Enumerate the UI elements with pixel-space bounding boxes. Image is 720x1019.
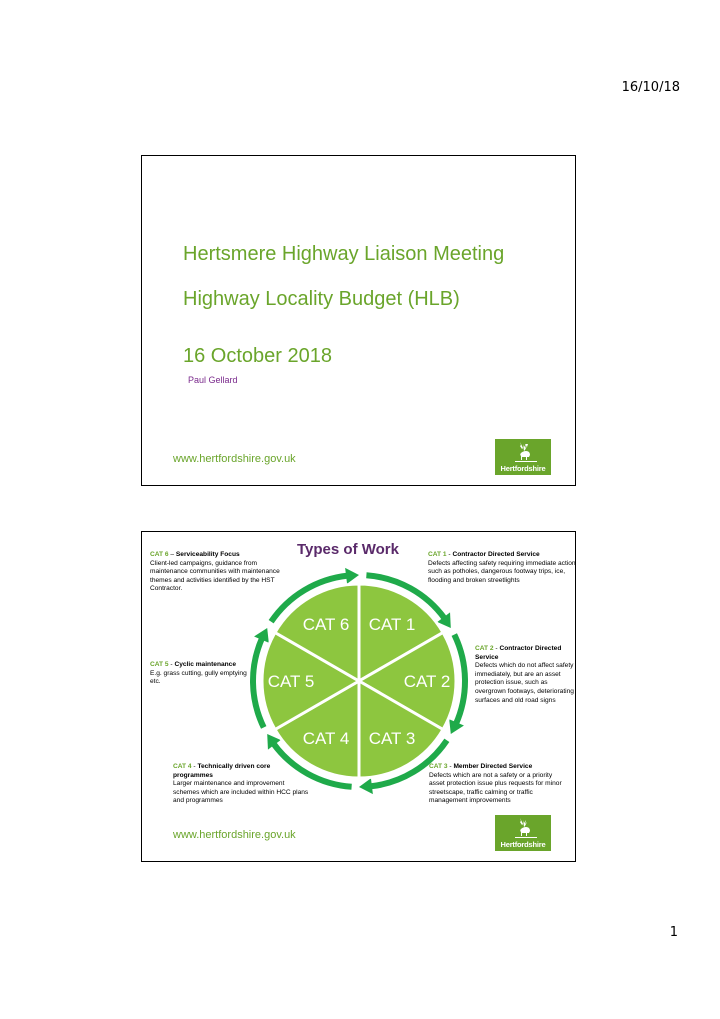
cat5-description <box>150 661 254 687</box>
page-date: 16/10/18 <box>621 80 680 95</box>
slide-heading: Types of Work <box>297 541 399 558</box>
cat1-title: Contractor Directed Service <box>452 551 540 558</box>
title-slide <box>141 155 576 486</box>
cat3-separator: - <box>447 763 454 770</box>
meeting-date: 16 October 2018 <box>183 345 332 367</box>
wheel-label-cat3: CAT 3 <box>368 729 416 749</box>
cat3-title: Member Directed Service <box>453 763 533 770</box>
cat5-separator: - <box>168 661 175 668</box>
cat6-code: CAT 6 <box>150 551 169 558</box>
cat6-title: Serviceability Focus <box>175 551 240 558</box>
presenter-name: Paul Gellard <box>188 375 238 385</box>
cat2-separator: - <box>493 645 500 652</box>
wheel-label-cat6: CAT 6 <box>302 614 350 634</box>
cat4-title: Technically driven core programmes <box>173 763 271 779</box>
cat1-code: CAT 1 <box>428 551 447 558</box>
website-link[interactable]: www.hertfordshire.gov.uk <box>173 829 296 841</box>
website-link[interactable]: www.hertfordshire.gov.uk <box>173 453 296 465</box>
arrow-head <box>345 568 359 584</box>
cat4-description <box>173 763 311 806</box>
cat5-text: E.g. grass cutting, gully emptying etc. <box>150 669 247 686</box>
hertfordshire-logo <box>495 815 551 851</box>
cat6-description <box>150 551 280 594</box>
cat5-code: CAT 5 <box>150 661 169 668</box>
logo-text: Hertfordshire <box>500 464 546 473</box>
slide-subtitle: Highway Locality Budget (HLB) <box>183 288 460 310</box>
cat4-separator: - <box>191 763 198 770</box>
cat4-text: Larger maintenance and improvement schemes which are included within HCC plans and programmes <box>173 780 309 805</box>
cat6-separator: – <box>168 551 176 558</box>
cat4-code: CAT 4 <box>173 763 192 770</box>
arrow-head <box>359 778 373 794</box>
cat3-text: Defects which are not a safety or a priority asset protection issue plus requests for minor streetscape, traffic calming or traffic management improvements <box>429 771 562 805</box>
cat2-description <box>475 645 575 705</box>
cat6-text: Client-led campaigns, guidance from maintenance communities with maintenance themes and activities identified by the HST Contractor. <box>150 559 280 593</box>
cat2-text: Defects which do not affect safety immediately, but are an asset protection issue, such as overgrown footways, deteriorating surfaces and old road signs <box>475 662 574 704</box>
types-of-work-slide <box>141 531 576 862</box>
cat3-code: CAT 3 <box>429 763 448 770</box>
hertfordshire-logo <box>495 439 551 475</box>
cat2-title: Contractor Directed Service <box>475 645 562 661</box>
wheel-label-cat5: CAT 5 <box>267 672 315 691</box>
cat3-description <box>429 763 567 806</box>
cat5-title: Cyclic maintenance <box>174 661 237 668</box>
wheel-label-cat2: CAT 2 <box>403 672 451 691</box>
cat1-text: Defects affecting safety requiring immediate action such as potholes, dangerous footway trips, ice, flooding and broken streetlights <box>428 559 576 584</box>
cat2-code: CAT 2 <box>475 645 494 652</box>
slide-title: Hertsmere Highway Liaison Meeting <box>183 243 505 265</box>
cat1-description <box>428 551 578 585</box>
logo-text: Hertfordshire <box>500 840 546 849</box>
page-number: 1 <box>669 925 678 940</box>
cat1-separator: - <box>446 551 453 558</box>
wheel-label-cat4: CAT 4 <box>302 729 350 749</box>
wheel-label-cat1: CAT 1 <box>368 614 416 634</box>
